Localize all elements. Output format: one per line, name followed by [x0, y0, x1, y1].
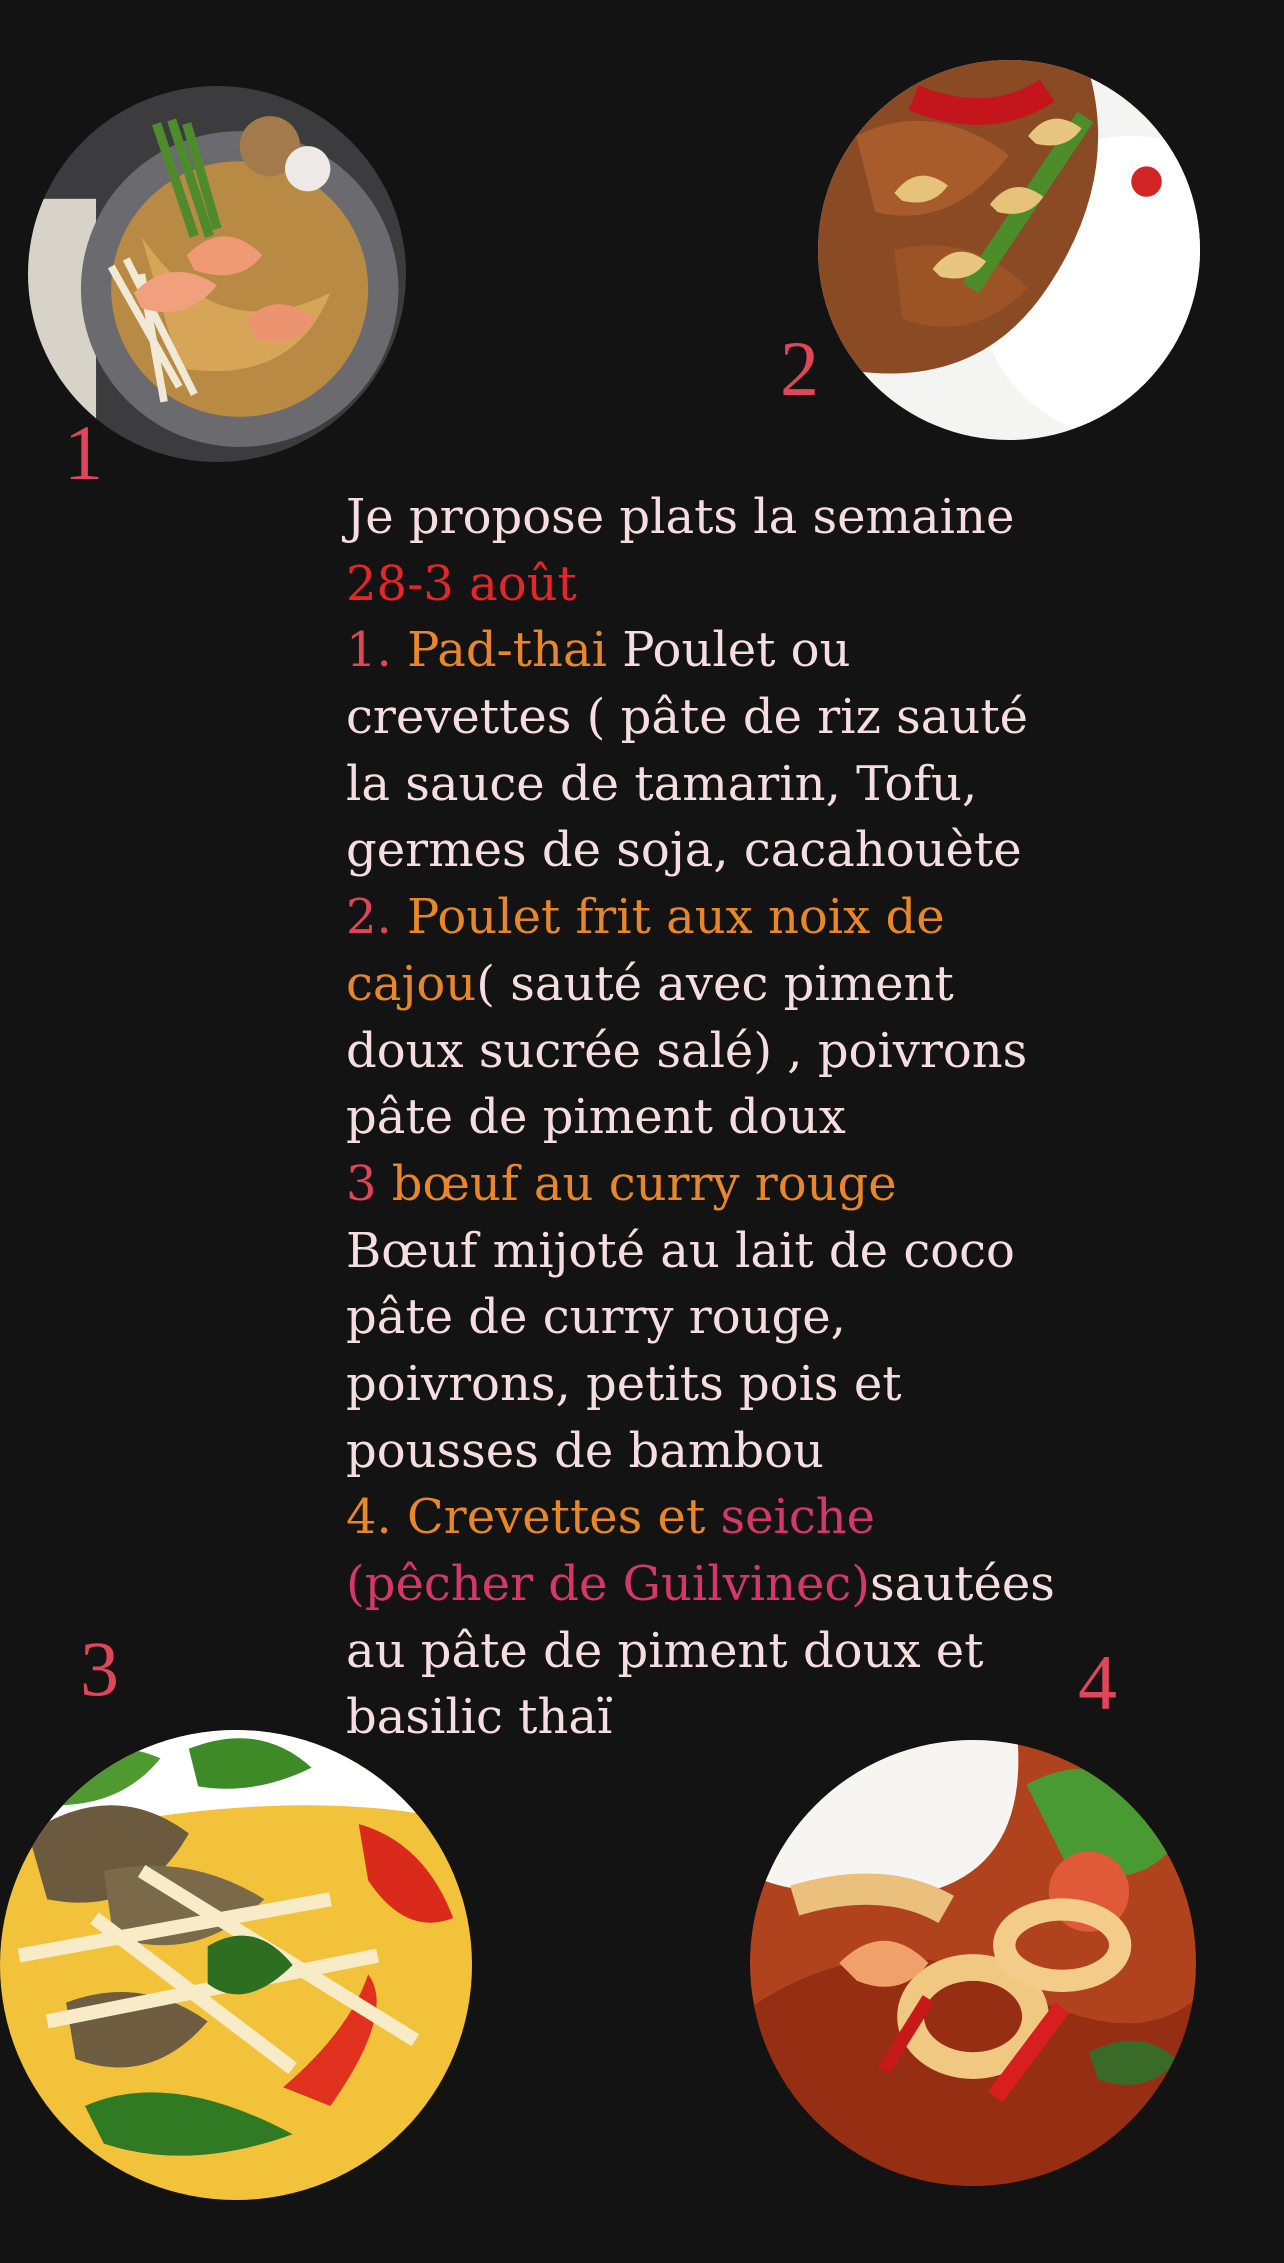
item-2-desc-line: doux sucrée salé) , poivrons — [346, 1022, 1028, 1079]
item-4-desc-line — [346, 1551, 1086, 1618]
item-4-desc-line: au pâte de piment doux et — [346, 1622, 984, 1679]
photo-number-3: 3 — [80, 1625, 119, 1712]
item-3-desc-line: pousses de bambou — [346, 1422, 824, 1479]
item-4-number: 4. — [346, 1489, 392, 1546]
menu-intro: Je propose plats la semaine — [346, 489, 1015, 545]
menu-item-3 — [346, 1151, 1086, 1218]
item-2-name-cont: cajou — [346, 955, 477, 1012]
menu-item-1 — [346, 617, 1086, 684]
item-1-number: 1. — [346, 622, 392, 679]
item-1-name: Pad-thai — [407, 622, 607, 679]
item-4-desc: sautées — [870, 1556, 1055, 1612]
item-3-desc-line: Bœuf mijoté au lait de coco — [346, 1222, 1015, 1279]
item-4-origin: (pêcher de Guilvinec) — [346, 1556, 871, 1612]
item-2-number: 2. — [346, 889, 392, 946]
shrimp-squid-photo — [750, 1740, 1196, 2186]
item-3-desc-line: pâte de curry rouge, — [346, 1289, 846, 1346]
red-curry-beef-photo — [0, 1730, 472, 2200]
item-4-highlight: seiche — [720, 1489, 876, 1546]
cashew-chicken-photo — [818, 60, 1200, 440]
photo-number-1: 1 — [64, 409, 103, 496]
item-1-desc-line: crevettes ( pâte de riz sauté — [346, 689, 1029, 746]
item-2-desc: ( sauté avec piment — [476, 955, 954, 1012]
item-2-desc-line: pâte de piment doux — [346, 1089, 846, 1146]
item-4-desc-line: basilic thaï — [346, 1689, 613, 1746]
menu-dates: 28-3 août — [346, 555, 577, 612]
item-3-name: bœuf au curry rouge — [376, 1155, 897, 1212]
item-4-name: Crevettes et — [391, 1489, 721, 1546]
photo-number-4: 4 — [1078, 1639, 1117, 1726]
item-2-desc-line — [346, 951, 1086, 1018]
item-3-number: 3 — [346, 1155, 377, 1212]
item-3-desc-line: poivrons, petits pois et — [346, 1355, 902, 1412]
item-2-name: Poulet frit aux noix de — [391, 889, 945, 946]
photo-number-2: 2 — [780, 325, 819, 412]
menu-item-4 — [346, 1484, 1086, 1551]
item-1-desc-line: germes de soja, cacahouète — [346, 822, 1022, 879]
item-1-desc-line: la sauce de tamarin, Tofu, — [346, 755, 978, 812]
item-1-desc: Poulet ou — [606, 622, 851, 679]
menu-item-2 — [346, 884, 1086, 951]
pad-thai-photo — [28, 86, 406, 462]
weekly-menu — [346, 484, 1086, 1751]
